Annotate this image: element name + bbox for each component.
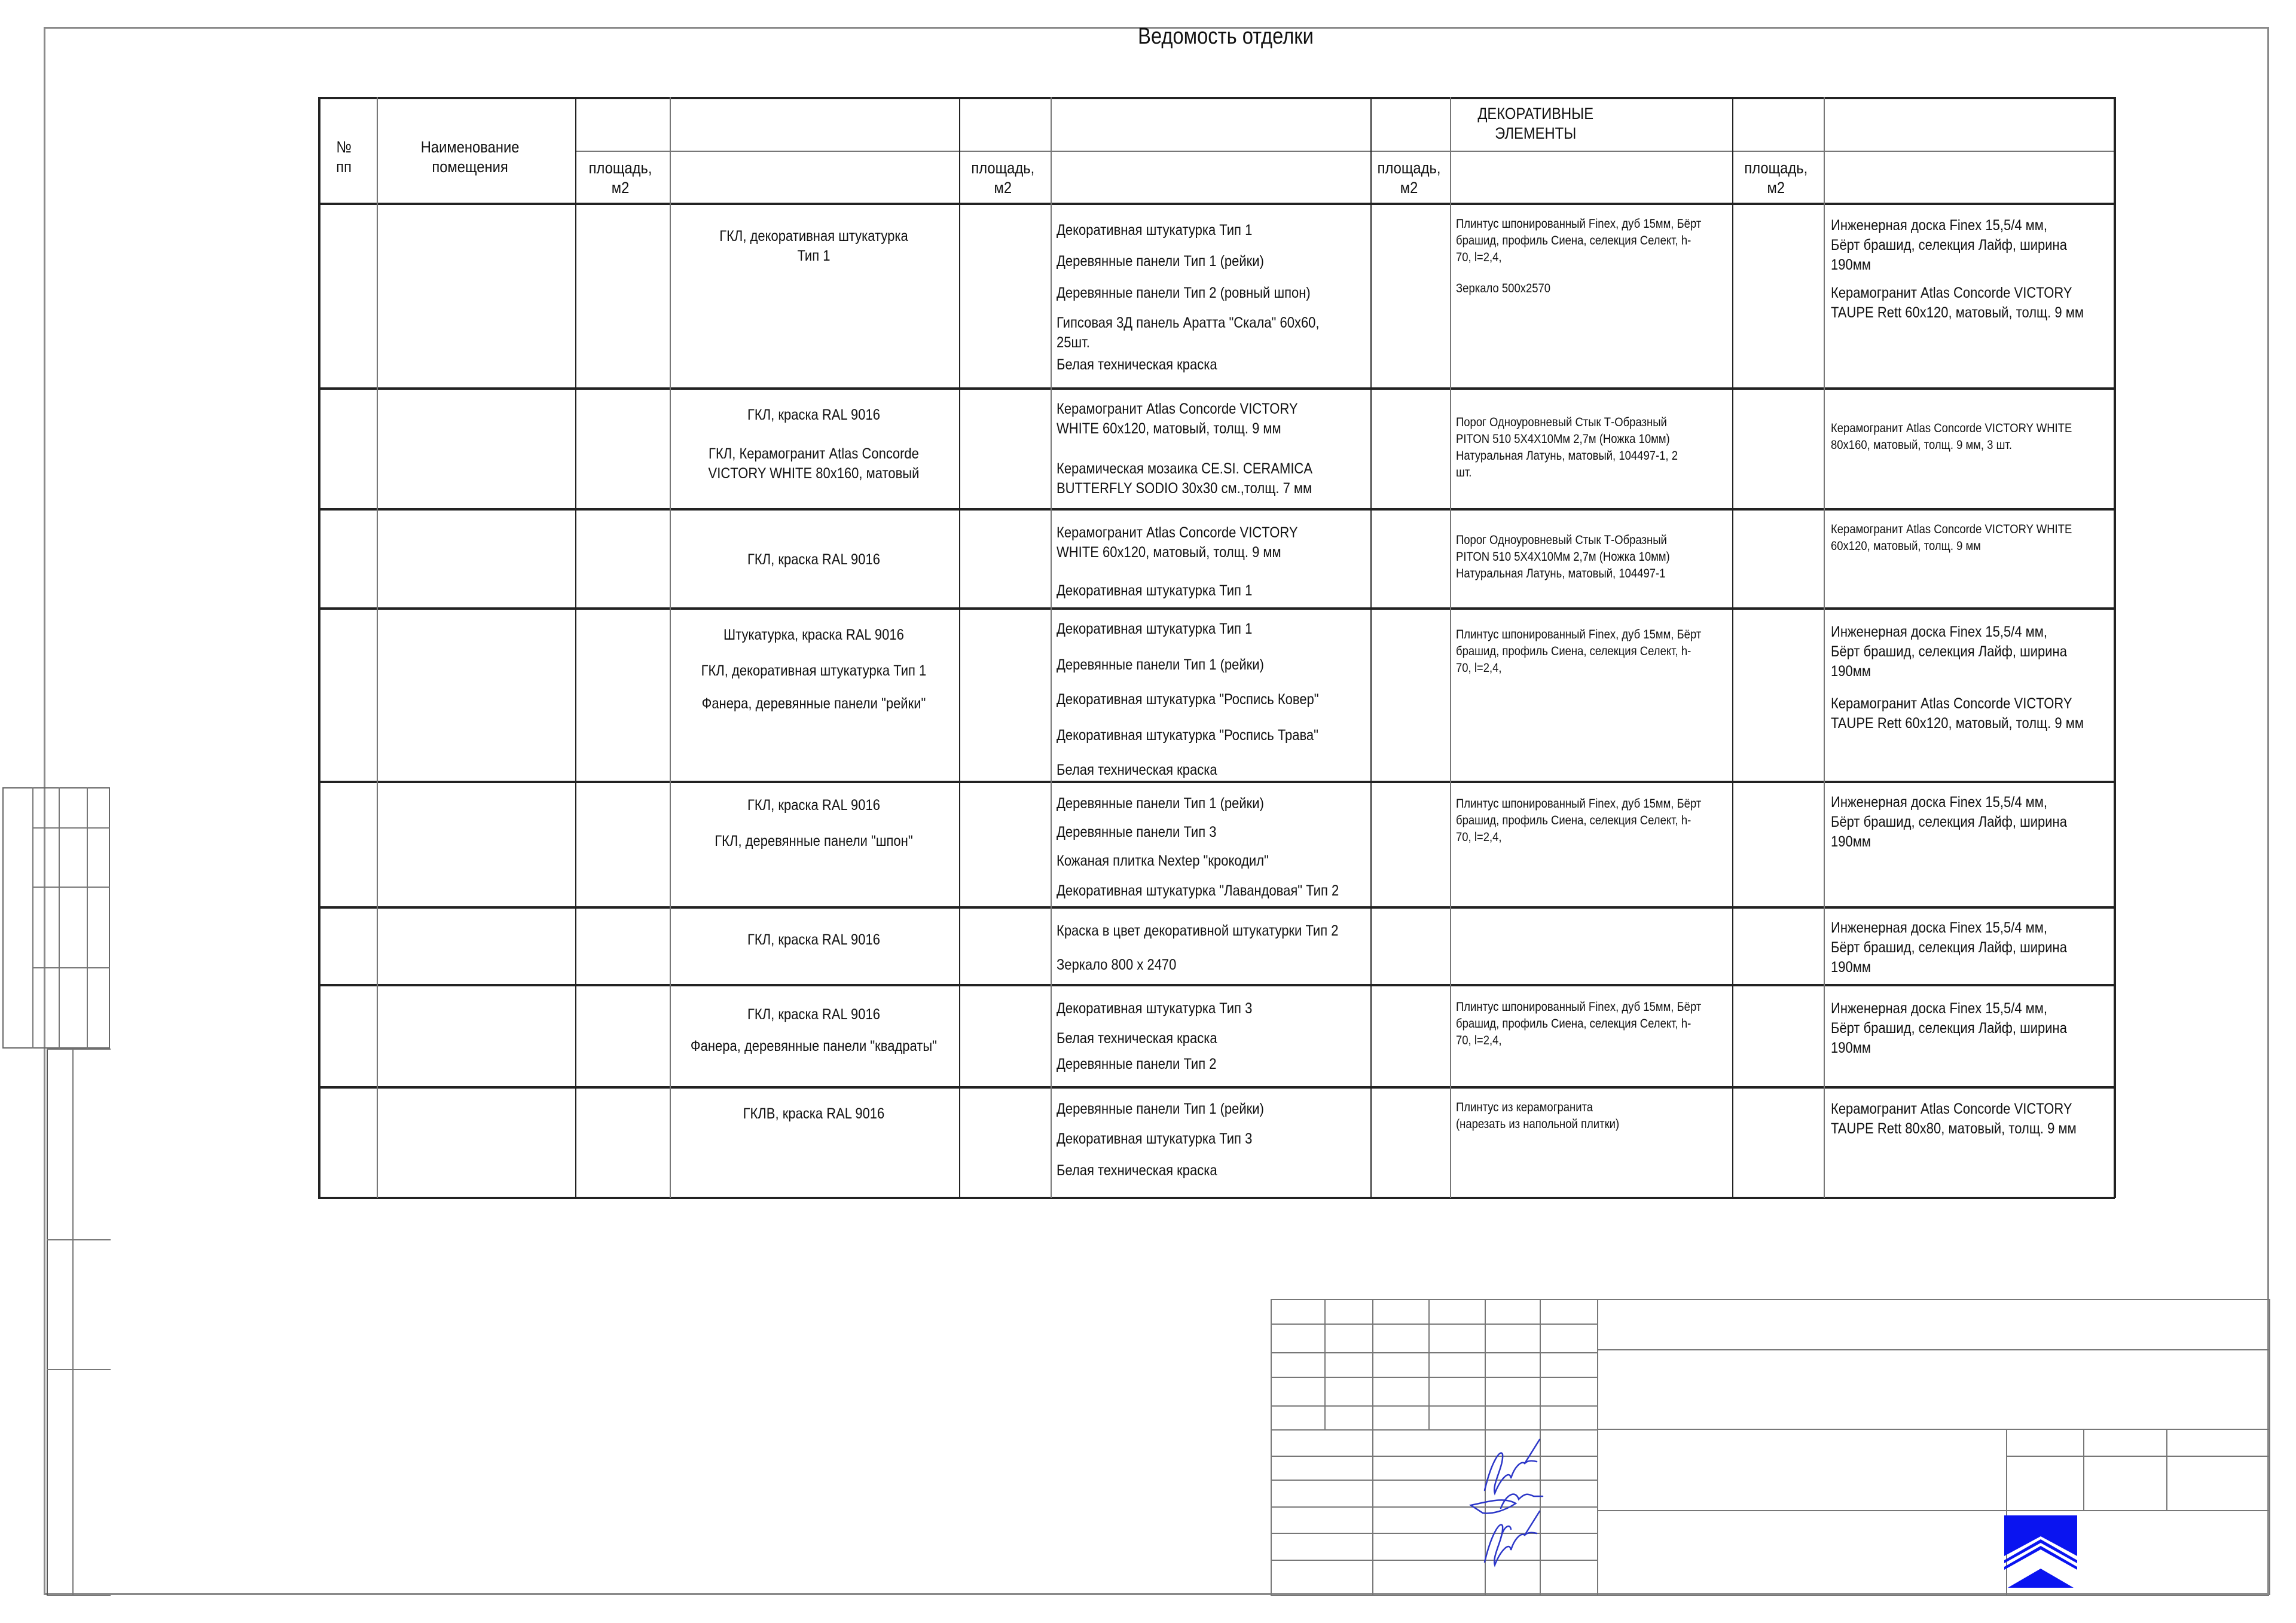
grid-line [1271,1429,1272,1595]
walls-finish: Декоративная штукатурка Тип 1 [1057,621,1253,637]
grid-line [318,1086,2115,1089]
decor-kind: Плинтус из керамогранита (нарезать из напольной плитки) [1456,1101,1620,1131]
walls-finish: Зеркало 800 x 2470 [1057,956,1177,973]
grid-line [1271,1299,1597,1300]
floors-finish: Инженерная доска Finex 15,5/4 мм, Бёрт брашид, селекция Лайф, ширина 190мм [1831,623,2067,680]
grid-line [1271,1377,1597,1378]
grid-line [670,151,671,1198]
grid-line [1597,1595,2269,1596]
grid-line [575,97,576,1198]
handwritten-signature [1468,1436,1587,1574]
walls-finish: Белая техническая краска [1057,1030,1217,1047]
company-logo [2003,1514,2078,1589]
ceiling-finish: ГКЛ, деревянные панели "шпон" [715,833,913,849]
ceiling-finish: ГКЛ, декоративная штукатурка Тип 1 [701,662,927,679]
decor-kind: Плинтус шпонированный Finex, дуб 15мм, Бёрт брашид, профиль Сиена, селекция Селект, h- 70, l=2,4, [1456,628,1702,675]
grid-line [1450,151,1451,1198]
grid-line [1051,151,1052,1198]
grid-line [1370,97,1372,1198]
floors-finish: Керамогранит Atlas Concorde VICTORY TAUPE Rett 60x120, матовый, толщ. 9 мм [1831,695,2084,732]
header-area: площадь, м2 [588,159,652,197]
grid-line [1372,1299,1373,1429]
grid-line [2114,97,2116,1198]
walls-finish: Декоративная штукатурка Тип 1 [1057,222,1253,239]
decor-kind: Порог Одноуровневый Стык Т-Образный PITON 510 5Х4Х10Мм 2,7м (Ножка 10мм) Натуральная Латунь, матовый, 104497-1 [1456,533,1670,580]
grid-line [318,97,2115,99]
walls-finish: Кожаная плитка Nextep "крокодил" [1057,852,1269,869]
grid-line [1372,1429,1373,1595]
floors-finish: Керамогранит Atlas Concorde VICTORY WHITE 60x120, матовый, толщ. 9 мм [1831,522,2072,553]
walls-finish: Декоративная штукатурка "Лавандовая" Тип 2 [1057,882,1339,899]
grid-line [47,1595,111,1596]
ceiling-finish: ГКЛВ, краска RAL 9016 [743,1105,885,1122]
walls-finish: Декоративная штукатурка Тип 3 [1057,1000,1253,1017]
finish-schedule-table [318,97,2114,1197]
walls-finish: Керамическая мозаика CE.SI. CERAMICA BUTTERFLY SODIO 30x30 см.,толщ. 7 мм [1057,460,1312,497]
header-num: № пп [336,138,352,176]
decor-kind: Порог Одноуровневый Стык Т-Образный PITON 510 5Х4Х10Мм 2,7м (Ножка 10мм) Натуральная Латунь, матовый, 104497-1, 2 шт. [1456,415,1678,479]
grid-line [318,97,320,1198]
grid-line [1597,1429,1598,1595]
grid-line [1271,1352,1597,1353]
ceiling-finish: ГКЛ, краска RAL 9016 [747,797,880,814]
floors-finish: Инженерная доска Finex 15,5/4 мм, Бёрт брашид, селекция Лайф, ширина 190мм [1831,794,2067,850]
ceiling-finish: ГКЛ, краска RAL 9016 [747,551,880,568]
grid-line [59,787,60,1049]
walls-finish: Гипсовая 3Д панель Аратта "Скала" 60x60, 25шт. [1057,314,1320,351]
grid-line [318,781,2115,783]
grid-line [1597,1429,2269,1430]
decor-kind: Плинтус шпонированный Finex, дуб 15мм, Бёрт брашид, профиль Сиена, селекция Селект, h- 70, l=2,4, [1456,797,1702,844]
floors-finish: Инженерная доска Finex 15,5/4 мм, Бёрт брашид, селекция Лайф, ширина 190мм [1831,1000,2067,1056]
walls-finish: Деревянные панели Тип 2 (ровный шпон) [1057,285,1311,301]
floors-finish: Керамогранит Atlas Concorde VICTORY TAUPE Rett 80x80, матовый, толщ. 9 мм [1831,1101,2077,1137]
stamps-box [47,1049,111,1595]
grid-line [2269,1299,2270,1595]
grid-line [1540,1299,1541,1429]
header-area: площадь, м2 [1744,159,1808,197]
grid-line [575,151,2114,152]
decor-kind: Плинтус шпонированный Finex, дуб 15мм, Бёрт брашид, профиль Сиена, селекция Селект, h- 70, l=2,4, [1456,217,1702,264]
floors-finish: Инженерная доска Finex 15,5/4 мм, Бёрт брашид, селекция Лайф, ширина 190мм [1831,919,2067,976]
ceiling-finish: ГКЛ, декоративная штукатурка Тип 1 [719,228,908,264]
agreed-box [2,787,110,1049]
grid-line [1271,1595,1597,1596]
grid-line [1271,1299,1272,1429]
walls-finish: Декоративная штукатурка "Роспись Ковер" [1057,691,1319,708]
walls-finish: Декоративная штукатурка Тип 1 [1057,582,1253,599]
grid-line [32,787,33,1049]
grid-line [1324,1299,1326,1429]
walls-finish: Деревянные панели Тип 2 [1057,1056,1217,1072]
grid-line [1824,151,1825,1198]
walls-finish: Деревянные панели Тип 1 (рейки) [1057,656,1264,673]
grid-line [1732,97,1733,1198]
walls-finish: Декоративная штукатурка Тип 3 [1057,1130,1253,1147]
grid-line [1597,1299,1598,1429]
floors-finish: Керамогранит Atlas Concorde VICTORY TAUPE Rett 60x120, матовый, толщ. 9 мм [1831,285,2084,321]
grid-line [1428,1299,1430,1429]
decor-kind: Плинтус шпонированный Finex, дуб 15мм, Бёрт брашид, профиль Сиена, селекция Селект, h- 70, l=2,4, [1456,1000,1702,1047]
grid-line [318,906,2115,909]
walls-finish: Керамогранит Atlas Concorde VICTORY WHITE 60x120, матовый, толщ. 9 мм [1057,401,1298,437]
ceiling-finish: Фанера, деревянные панели "рейки" [701,695,926,712]
header-area: площадь, м2 [1377,159,1441,197]
walls-finish: Белая техническая краска [1057,356,1217,373]
grid-line [1597,1349,2269,1350]
grid-line [32,967,110,968]
ceiling-finish: Штукатурка, краска RAL 9016 [723,626,904,643]
walls-finish: Керамогранит Atlas Concorde VICTORY WHITE 60x120, матовый, толщ. 9 мм [1057,524,1298,561]
grid-line [47,1369,111,1370]
grid-line [72,1049,74,1595]
grid-line [1271,1405,1597,1407]
grid-line [1271,1324,1597,1325]
grid-line [32,827,110,829]
ceiling-finish: ГКЛ, краска RAL 9016 [747,1006,880,1023]
floors-finish: Керамогранит Atlas Concorde VICTORY WHITE 80x160, матовый, толщ. 9 мм, 3 шт. [1831,421,2072,452]
grid-line [2166,1429,2167,1510]
grid-line [1597,1510,2269,1511]
walls-finish: Декоративная штукатурка "Роспись Трава" [1057,727,1318,744]
ceiling-finish: Фанера, деревянные панели "квадраты" [690,1038,937,1055]
grid-line [318,607,2115,610]
ceiling-finish: ГКЛ, краска RAL 9016 [747,931,880,948]
grid-line [1485,1299,1486,1429]
header-decor: ДЕКОРАТИВНЫЕ ЭЛЕМЕНТЫ [1477,105,1594,142]
header-area: площадь, м2 [971,159,1035,197]
walls-finish: Деревянные панели Тип 1 (рейки) [1057,1101,1264,1117]
walls-finish: Деревянные панели Тип 3 [1057,824,1217,840]
grid-line [2083,1429,2084,1510]
grid-line [959,97,960,1198]
grid-line [377,97,378,1198]
walls-finish: Белая техническая краска [1057,1162,1217,1179]
grid-line [32,887,110,888]
grid-line [2006,1429,2007,1510]
grid-line [47,1049,111,1050]
grid-line [1271,1429,1597,1431]
floors-finish: Инженерная доска Finex 15,5/4 мм, Бёрт брашид, селекция Лайф, ширина 190мм [1831,217,2067,273]
grid-line [47,1239,111,1240]
decor-kind: Зеркало 500x2570 [1456,282,1551,295]
grid-line [318,508,2115,511]
grid-line [318,984,2115,986]
ceiling-finish: ГКЛ, краска RAL 9016 [747,406,880,423]
walls-finish: Краска в цвет декоративной штукатурки Тип 2 [1057,922,1339,939]
walls-finish: Деревянные панели Тип 1 (рейки) [1057,253,1264,270]
grid-line [87,787,88,1049]
ceiling-finish: ГКЛ, Керамогранит Atlas Concorde VICTORY WHITE 80x160, матовый [708,445,920,482]
grid-line [318,1197,2115,1199]
header-room-name: Наименование помещения [420,138,520,176]
grid-line [318,203,2115,205]
page-title: Ведомость отделки [1138,24,1314,49]
grid-line [318,387,2115,390]
walls-finish: Белая техническая краска [1057,762,1217,778]
grid-line [2006,1456,2269,1457]
walls-finish: Деревянные панели Тип 1 (рейки) [1057,795,1264,812]
